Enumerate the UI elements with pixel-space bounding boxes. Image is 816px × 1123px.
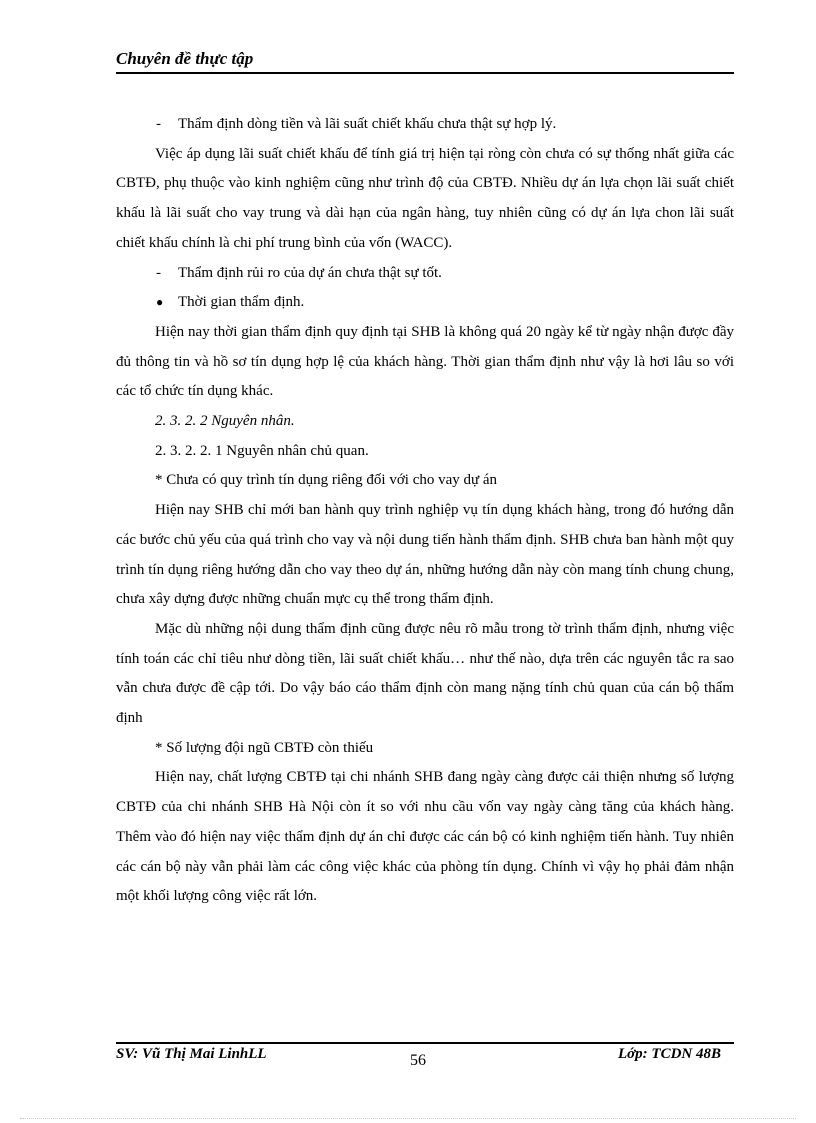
page-header (116, 48, 734, 74)
page-number: 56 (410, 1052, 426, 1069)
paragraph: Việc áp dụng lãi suất chiết khấu để tính giá trị hiện tại ròng còn chưa có sự thống nhất giữa các CBTĐ, phụ thuộc vào kinh nghiệm cũng như trình độ của CBTĐ. Nhiều dự án lựa chọn lãi suất chiết khấu là lãi suất cho vay trung và dài hạn của ngân hàng, tuy nhiên cũng có dự án lựa chon lãi suất chiết khấu chính là chi phí trung bình của vốn (WACC). (116, 145, 734, 251)
footer-divider (116, 1042, 734, 1044)
header-title: Chuyên đề thực tập (116, 49, 254, 68)
paragraph: Mặc dù những nội dung thẩm định cũng được nêu rõ mẫu trong tờ trình thẩm định, nhưng việc tính toán các chỉ tiêu như dòng tiền, lãi suất chiết khấu… như thế nào, dựa trên các nguyên tắc ra sao vẫn chưa được đề cập tới. Do vậy báo cáo thẩm định còn mang nặng tính chủ quan của cán bộ thẩm định (116, 620, 734, 727)
paragraph: Hiện nay thời gian thẩm định quy định tại SHB là không quá 20 ngày kể từ ngày nhận được đầy đủ thông tin và hồ sơ tín dụng hợp lệ của khách hàng. Thời gian thẩm định như vậy là hơi lâu so với các tổ chức tín dụng khác. (116, 323, 734, 400)
section-heading: 2. 3. 2. 2 Nguyên nhân. (155, 413, 295, 430)
point-heading: * Chưa có quy trình tín dụng riêng đối với cho vay dự án (155, 472, 498, 489)
bullet-item (116, 288, 734, 318)
paragraph: Hiện nay, chất lượng CBTĐ tại chi nhánh SHB đang ngày càng được cải thiện nhưng số lượng CBTĐ của chi nhánh SHB Hà Nội còn ít so với nhu cầu vốn vay ngày càng tăng của khách hàng. Thêm vào đó hiện nay việc thẩm định dự án chỉ được các cán bộ có kinh nghiệm tiến hành. Tuy nhiên các cán bộ này vẫn phải làm các công việc khác của phòng tín dụng. Chính vì vậy họ phải đảm nhận một khối lượng công việc rất lớn. (116, 769, 734, 905)
bullet-text: Thời gian thẩm định. (178, 294, 305, 311)
dash-item (116, 259, 734, 289)
dash-marker: - (156, 264, 161, 281)
bullet-dot-icon: ● (156, 295, 164, 310)
subsection-heading: 2. 3. 2. 2. 1 Nguyên nhân chủ quan. (155, 442, 369, 459)
document-body (116, 110, 734, 912)
page-edge-divider (20, 1118, 796, 1119)
point-heading: * Số lượng đội ngũ CBTĐ còn thiếu (155, 739, 374, 756)
dash-item (116, 110, 734, 140)
footer-student: SV: Vũ Thị Mai LinhLL (116, 1046, 267, 1062)
dash-text: Thẩm định dòng tiền và lãi suất chiết khấu chưa thật sự hợp lý. (178, 116, 557, 132)
dash-marker: - (156, 116, 161, 132)
dash-text: Thẩm định rủi ro của dự án chưa thật sự tốt. (178, 264, 442, 281)
footer-class: Lớp: TCDN 48B (617, 1046, 721, 1062)
paragraph: Hiện nay SHB chỉ mới ban hành quy trình nghiệp vụ tín dụng khách hàng, trong đó hướng dẫn các bước chủ yếu của quá trình cho vay và nội dung tiến hành thẩm định. SHB chưa ban hành một quy trình tín dụng riêng hướng dẫn cho vay theo dự án, những hướng dẫn này còn mang tính chung chung, chưa xây dựng được những chuẩn mực cụ thể trong thẩm định. (116, 502, 734, 608)
